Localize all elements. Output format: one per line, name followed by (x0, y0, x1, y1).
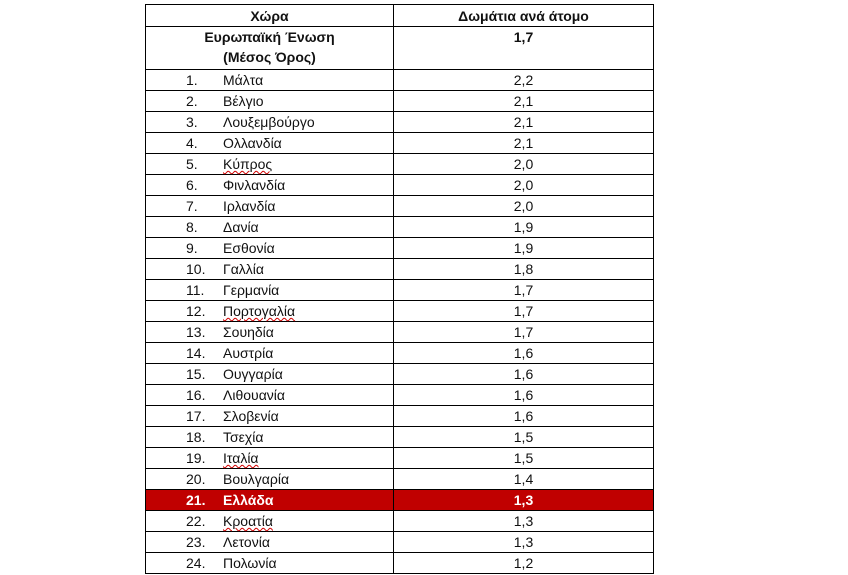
table-row (146, 217, 654, 238)
eu-average-value: 1,7 (394, 27, 654, 70)
value: 1,9 (394, 238, 654, 259)
table-row (146, 112, 654, 133)
rank: 8. (186, 219, 198, 235)
country: Ελλάδα (223, 492, 274, 508)
table-row (146, 385, 654, 406)
country: Κροατία (223, 513, 273, 529)
rank: 10. (186, 261, 206, 277)
rank: 20. (186, 471, 206, 487)
table-row (146, 469, 654, 490)
eu-label-line1: Ευρωπαϊκή Ένωση (204, 29, 335, 45)
country: Λουξεμβούργο (223, 114, 315, 130)
country: Γαλλία (223, 261, 265, 277)
country: Πολωνία (223, 555, 277, 571)
table-row (146, 301, 654, 322)
rank: 14. (186, 345, 206, 361)
value: 1,3 (394, 511, 654, 532)
table-row (146, 532, 654, 553)
value: 1,7 (394, 301, 654, 322)
rank: 7. (186, 198, 198, 214)
rank: 19. (186, 450, 206, 466)
value: 1,9 (394, 217, 654, 238)
country: Κύπρος (223, 156, 273, 172)
header-country: Χώρα (146, 5, 394, 27)
country: Πορτογαλία (223, 303, 296, 319)
table-row (146, 364, 654, 385)
value: 2,0 (394, 154, 654, 175)
country: Βουλγαρία (223, 471, 290, 487)
country: Ιταλία (223, 450, 259, 466)
value: 1,7 (394, 280, 654, 301)
table-row (146, 322, 654, 343)
table-row (146, 259, 654, 280)
value: 2,2 (394, 70, 654, 91)
value: 2,1 (394, 133, 654, 154)
rooms-per-person-table (145, 4, 654, 574)
table-row (146, 70, 654, 91)
table-row (146, 406, 654, 427)
table-row (146, 553, 654, 574)
country: Λετονία (223, 534, 270, 550)
value: 1,6 (394, 406, 654, 427)
country: Τσεχία (223, 429, 264, 445)
country: Βέλγιο (223, 93, 264, 109)
value: 1,5 (394, 427, 654, 448)
rank: 2. (186, 93, 198, 109)
country: Ουγγαρία (223, 366, 283, 382)
eu-label-line2: (Μέσος Όρος) (223, 49, 316, 65)
value: 1,3 (394, 532, 654, 553)
table-row (146, 154, 654, 175)
rank: 21. (186, 492, 206, 508)
value: 1,6 (394, 343, 654, 364)
rank: 4. (186, 135, 198, 151)
country: Δανία (223, 219, 259, 235)
value: 1,4 (394, 469, 654, 490)
header-row (146, 5, 654, 27)
value: 2,1 (394, 112, 654, 133)
table-row (146, 343, 654, 364)
value: 1,2 (394, 553, 654, 574)
rank: 9. (186, 240, 198, 256)
country: Ολλανδία (223, 135, 282, 151)
rank: 15. (186, 366, 206, 382)
value: 1,3 (394, 490, 654, 511)
country: Σουηδία (223, 324, 274, 340)
country: Γερμανία (223, 282, 280, 298)
rank: 12. (186, 303, 206, 319)
table-row (146, 511, 654, 532)
table-row (146, 238, 654, 259)
eu-average-row (146, 27, 654, 70)
value: 2,0 (394, 175, 654, 196)
country: Σλοβενία (223, 408, 279, 424)
header-rooms: Δωμάτια ανά άτομο (394, 5, 654, 27)
rank: 13. (186, 324, 206, 340)
value: 2,1 (394, 91, 654, 112)
table-row (146, 175, 654, 196)
rank: 24. (186, 555, 206, 571)
value: 1,5 (394, 448, 654, 469)
country: Μάλτα (223, 72, 264, 88)
table-row (146, 196, 654, 217)
rank: 16. (186, 387, 206, 403)
rank: 18. (186, 429, 206, 445)
table-row (146, 427, 654, 448)
rank: 5. (186, 156, 198, 172)
value: 1,6 (394, 385, 654, 406)
country: Εσθονία (223, 240, 275, 256)
table-row (146, 448, 654, 469)
rank: 1. (186, 72, 198, 88)
country: Λιθουανία (223, 387, 285, 403)
rank: 23. (186, 534, 206, 550)
table-row (146, 280, 654, 301)
table-row (146, 91, 654, 112)
value: 1,6 (394, 364, 654, 385)
country: Αυστρία (223, 345, 274, 361)
table-row (146, 133, 654, 154)
rank: 6. (186, 177, 198, 193)
rank: 3. (186, 114, 198, 130)
country: Ιρλανδία (223, 198, 276, 214)
rank: 17. (186, 408, 206, 424)
rank: 11. (186, 282, 205, 298)
highlighted-row-greece (146, 490, 654, 511)
country: Φινλανδία (223, 177, 286, 193)
eu-average-label (146, 27, 394, 70)
value: 1,8 (394, 259, 654, 280)
rank: 22. (186, 513, 206, 529)
value: 2,0 (394, 196, 654, 217)
value: 1,7 (394, 322, 654, 343)
